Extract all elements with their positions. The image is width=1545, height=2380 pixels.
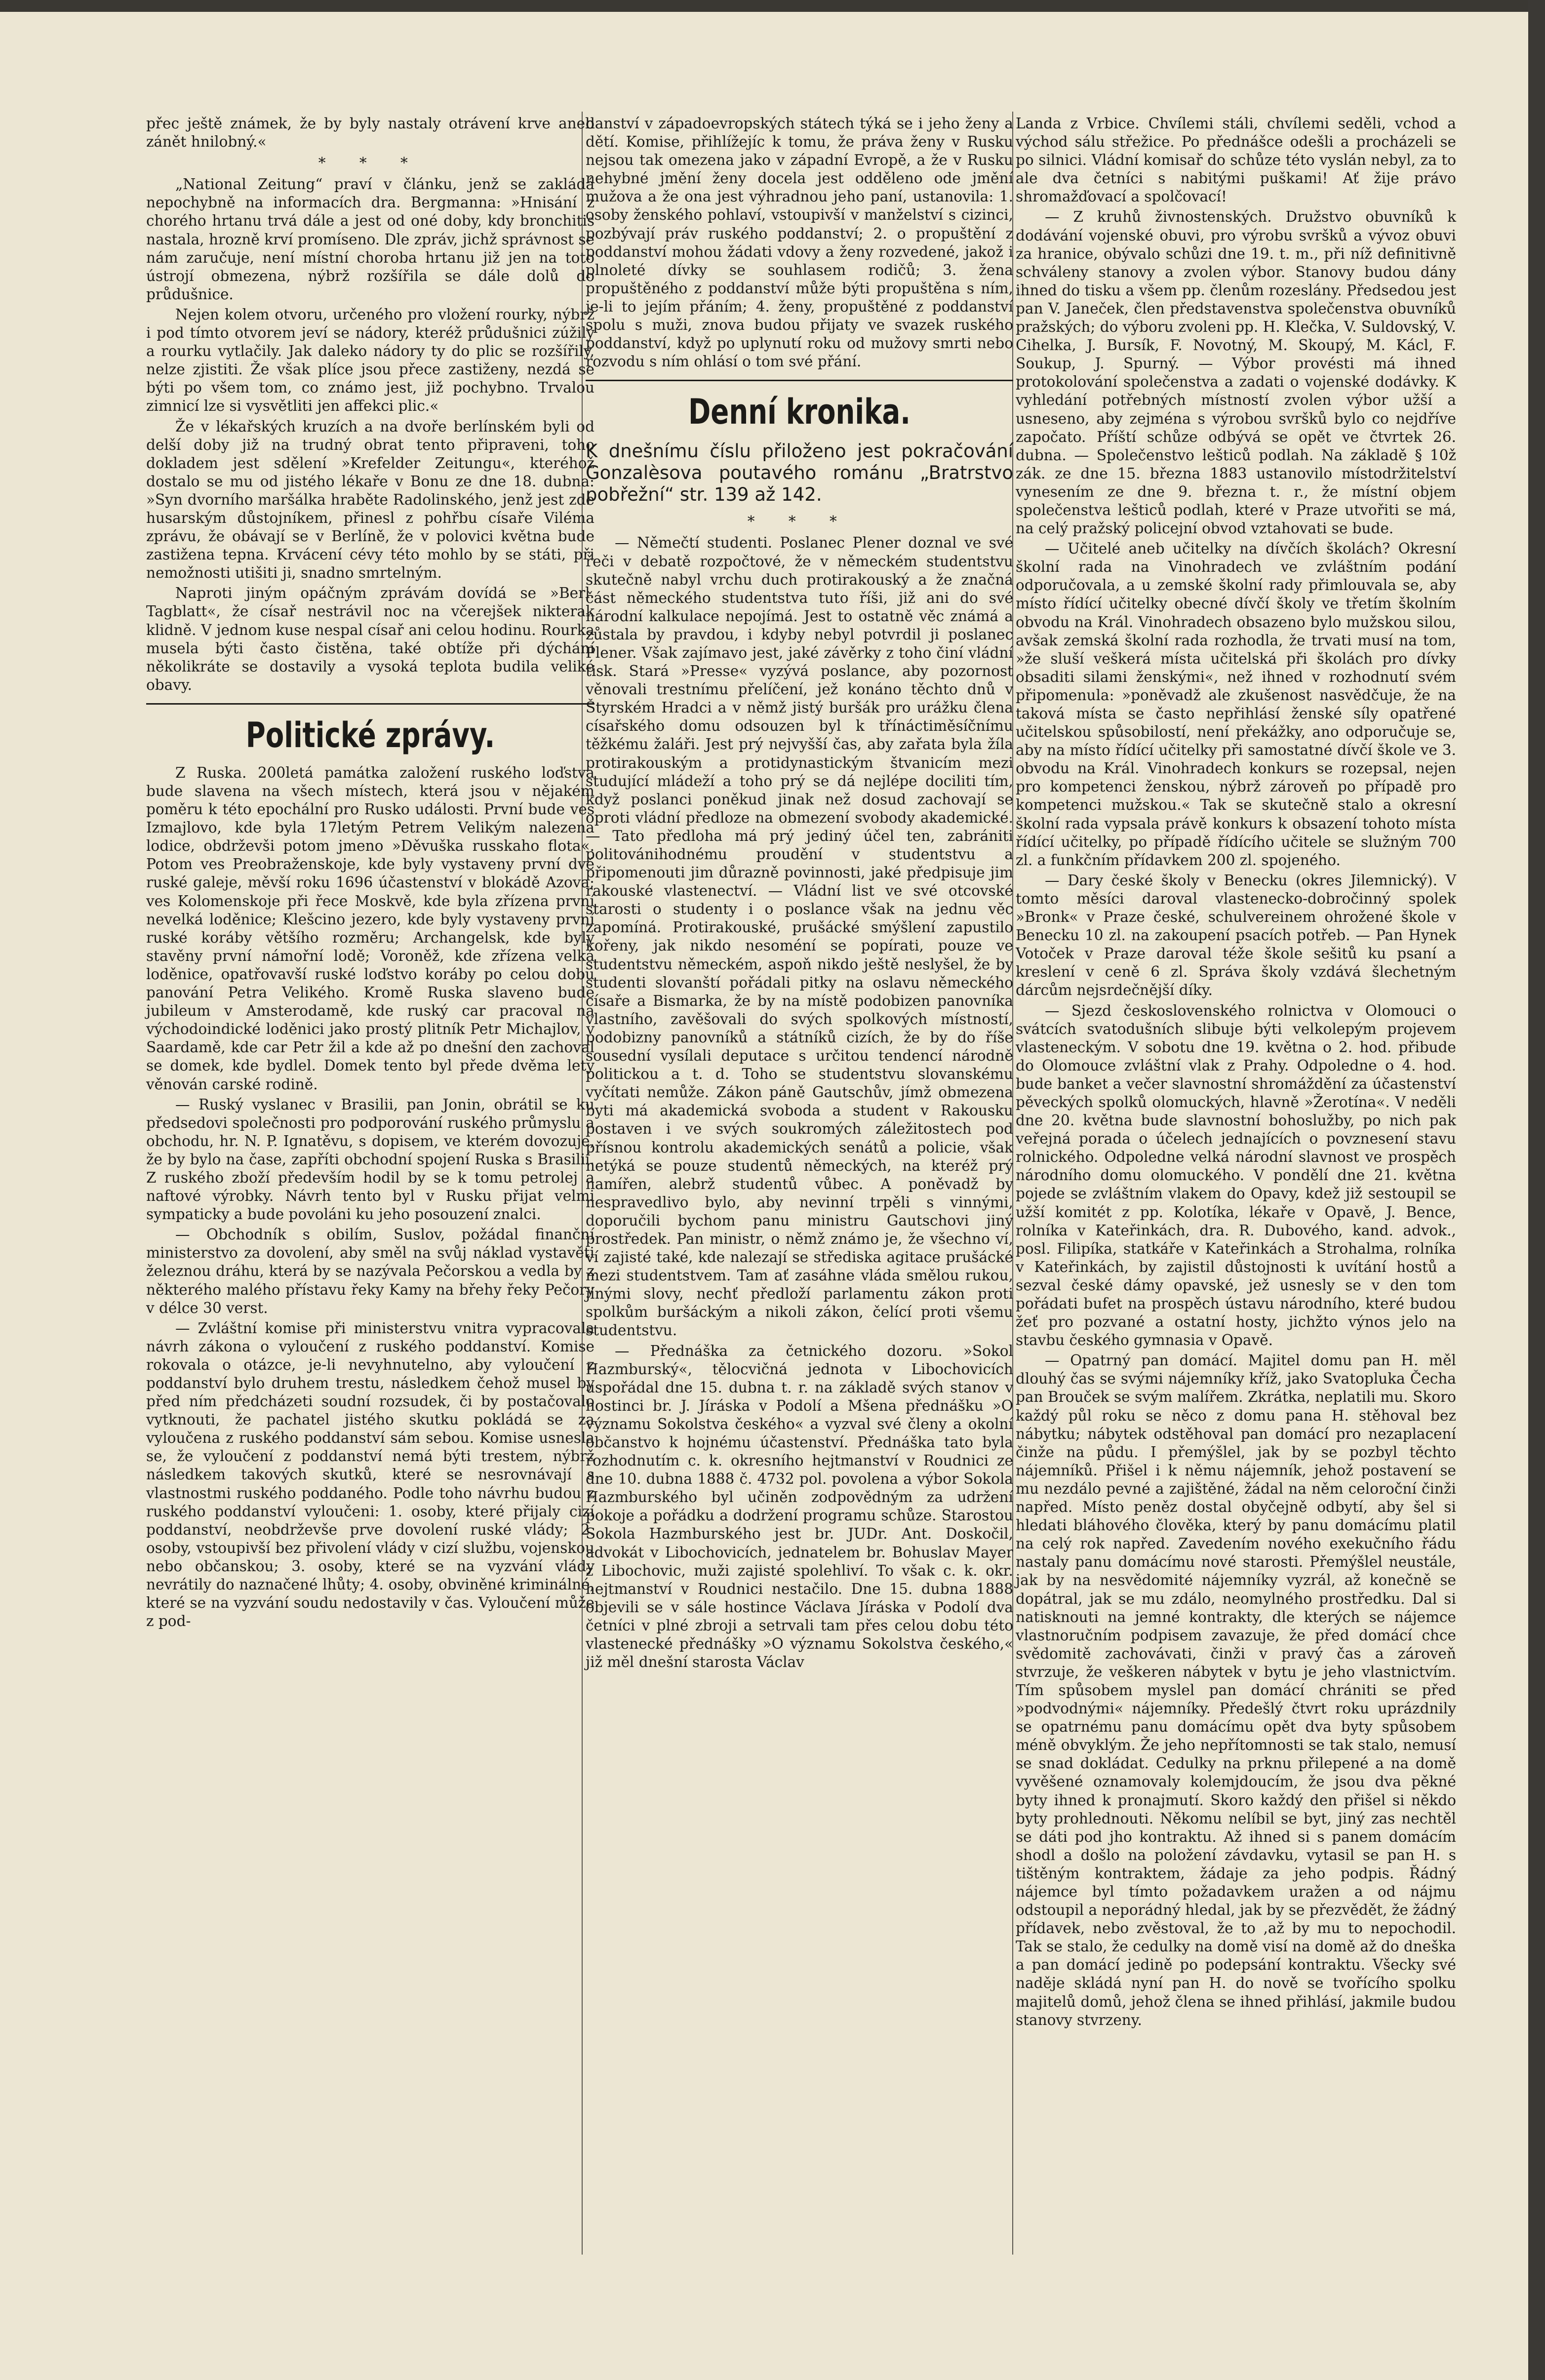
paragraph: — Z kruhů živnostenských. Družstvo obuvníků k dodávání vojenské obuvi, pro výrobu svršků a vývoz obuvi za hranice, obývalo schůzi dne 19. t. m., při níž definitivně schváleny stanovy a zvolen výbor. Stanovy budou dány ihned do tisku a všem pp. členům rozeslány. Předsedou jest pan V. Janeček, člen představenstva společenstva obuvníků pražských; do výboru zvoleni pp. H. Klečka, V. Suldovský, V. Cihelka, J. Bursík, F. Novotný, M. Skoupý, M. Kácl, F. Soukup, J. Spurný. — Výbor provésti má ihned protokolování společenstva a zadati o vojenské dodávky. K vyhledání potřebných místností zvolen výbor užší a usneseno, aby zejména s výrobou svršků bylo co nejdříve započato. Příští schůze odbývá se opět ve čtvrtek 26. dubna. — Společenstvo lešticů podlah. Na základě § 10ž zák. ze dne 15. března 1883 ustanovilo místodržitelství vynesením ze dne 9. března t. r., že místní objem společenstva lešticů podlah, které v Praze utvořiti se má, na celý pražský policejní obvod vztahovati se bude. — [1016, 208, 1456, 537]
paragraph: — Opatrný pan domácí. Majitel domu pan H. měl dlouhý čas se svými nájemníky kříž, jako Svatopluka Čecha pan Brouček se svým malířem. Zkrátka, neplatili mu. Skoro každý půl roku se něco z domu pana H. stěhoval bez nábytku; nábytek odstěhoval pan domácí pro nezaplacení činže na půdu. I přemýšlel, jak by se pozbyl těchto nájemníků. Přišel i k němu nájemník, jehož postavení se mu nezdálo pevné a zajištěné, žádal na něm celoroční činži napřed. Místo peněz dostal obyčejně odbytí, aby šel si hledati bláhového člověka, který by panu domácímu platil na celý rok napřed. Zavedením nového exekučního řádu nastaly panu domácímu nové starosti. Přemýšlel neustále, jak by na nesvědomité nájemníky vyzrál, až konečně se dopátral, jak se mu zdálo, neomylného prostředku. Dal si natisknouti na jemné kontrakty, dle kterých se nájemce vlastnoručním podpisem zavazuje, že před domácí chce svědomitě zachovávati, činži v pravý čas a zároveň stvrzuje, že veškeren nábytek v bytu je jeho vlastnictvím. Tím spůsobem myslel pan domácí chrániti se před »podvodnými« nájemníky. Předešlý čtvrt roku uprázdnily se opatrnému panu domácímu opět dva byty spůsobem méně obvyklým. Že jeho nepřítomnosti se tak stalo, nemusí se snad dokládat. Cedulky na prknu přilepené a na domě vyvěšené oznamovaly kolemjdoucím, že jsou dva pěkné byty ihned k pronajmutí. Skoro každý den přišel si někdo byty prohlednouti. Někomu nelíbil se byt, jiný zas nechtěl se dáti pod jho kontraktu. Až ihned si s panem domácím shodl a došlo na položení závdavku, vytasil se pan H. s tištěným kontraktem, žádaje za jeho podpis. Řádný nájemce byl tímto požadavkem uražen a od nájmu odstoupil a neporádný hledal, jak by se přezvědět, že žádný přídavek, nebo zvěstoval, že to ,až by mu to nepochodil. Tak se stalo, že cedulky na domě visí na domě až do dneška a pan domácí jedině po podepsání kontraktu. Všecky své naděje skládá nyní pan H. do nově se tvořícího spolku majitelů domů, jehož člena se ihned přihlásí, jakmile budou stanovy stvrzeny. — [1016, 1352, 1456, 2028]
supplement-notice: K dnešnímu číslu přiloženo jest pokračování Gonzalèsova poutavého románu „Bratrstvo pobřežní“ str. 139 až 142. — [586, 440, 1013, 506]
paragraph: Nejen kolem otvoru, určeného pro vložení rourky, nýbrž i pod tímto otvorem jeví se nádory, kteréž průdušnici zúžily a rourku vytlačily. Jak daleko nádory ty do plic se rozšířily, nelze zjistiti. Že však plíce jsou přece zastiženy, nezdá se býti po všem tom, co známo jest, již pochybno. Trvalou zimnicí lze si vysvětliti jen affekci plic.« — [146, 306, 594, 415]
scan-right-border — [1528, 0, 1545, 2380]
separator-asterisks: * * * — [318, 155, 423, 172]
section-heading: Politické zprávy. — [245, 714, 495, 755]
paragraph: — Obchodník s obilím, Suslov, požádal finanční ministerstvo za dovolení, aby směl na svůj náklad vystavěti železnou dráhu, která by se nazývala Pečorskou a vedla by z některého malého přístavu řeky Kamy na břehy řeky Pečory v délce 30 verst. — [146, 1226, 594, 1316]
paragraph: — Sjezd československého rolnictva v Olomouci o svátcích svatodušních slibuje býti velkolepým projevem vlasteneckým. V sobotu dne 19. května o 2. hod. přibude do Olomouce zvláštní vlak z Prahy. Odpoledne o 4. hod. bude banket a večer slavnostní shromáždění za účastenství pěveckých spolků olomuckých, hlavně »Žerotína«. V neděli dne 20. května bude slavnostní bohoslužby, po nich pak veřejná porada o účelech jednajících o povznesení stavu rolnického. Odpoledne velká národní slavnost ve prospěch národního domu olomuckého. V pondělí dne 21. května pojede se zvláštním vlakem do Opavy, kdež již sestoupil se užší komitét z pp. Kolotíka, lékaře v Opavě, J. Bence, rolníka v Kateřinkách, dra. R. Dubového, kand. advok., posl. Filipíka, statkáře v Kateřinkách a Strohalma, rolníka v Kateřinkách, by zajistil důstojnosti k uvítání hostů a sezval české dámy opavské, jež usnesly se v den tom pořádati bufet na prospěch ústavu národního, které budou žeť pro pozvané a ostatní hosty, jichžto výnos jelo na stavbu českého gymnasia v Opavě. — [1016, 1002, 1456, 1349]
paragraph: — Přednáška za četnického dozoru. »Sokol Hazmburský«, tělocvičná jednota v Libochovicích uspořádal dne 15. dubna t. r. na základě svých stanov v hostinci br. J. Jíráska v Podolí a Mšena přednášku »O významu Sokolstva českého« a vyzval své členy a okolní občanstvo k hojnému účastenství. Přednáška tato byla rozhodnutím c. k. okresního hejtmanství v Roudnici ze dne 10. dubna 1888 č. 4732 pol. povolena a výbor Sokola Hazmburského byl učiněn zodpovědným za udržení pokoje a pořádku a dodržení programu schůze. Starostou Sokola Hazmburského jest br. JUDr. Ant. Doskočil, advokát v Libochovicích, jednatelem br. Bohuslav Mayer z Libochovic, muži zajisté spolehliví. To však c. k. okr. hejtmanství v Roudnici nestačilo. Dne 15. dubna 1888 objevili se v sále hostince Václava Jíráska v Podolí dva četníci v plné zbroji a setrvali tam přes celou dobu této vlastenecké přednášky »O významu Sokolstva českého,« již měl dnešní starosta Václav — [586, 1342, 1013, 1671]
paragraph: — Ruský vyslanec v Brasilii, pan Jonin, obrátil se ku předsedovi společnosti pro podporování ruského průmyslu a obchodu, hr. N. P. Ignatěvu, s dopisem, ve kterém dovozuje, že by bylo na čase, zapříti obchodní spojení Ruska s Brasilií. Z ruského zboží především hodil by se k tomu petrolej a naftové výrobky. Návrh tento byl v Rusku přijat velmi sympaticky a bude povoláni ku jeho posouzení znalci. — [146, 1096, 594, 1223]
column-3 — [1016, 115, 1456, 2031]
paragraph: Že v lékařských kruzích a na dvoře berlínském byli od delší doby již na trudný obrat tento připraveni, toho dokladem jest sdělení »Krefelder Zeitungu«, kteréhož dostalo se mu od jistého lékaře v Bonu ze dne 18. dubna: »Syn dvorního maršálka hraběte Radolinského, jenž jest zde husarským důstojníkem, přinesl z pohřbu císaře Viléma zprávu, že obávají se v Berlíně, že v polovici května bude zastižena tepna. Krvácení cévy této mohlo by se státi, při nemožnosti utišiti ji, snadno smrtelným. — [146, 418, 594, 582]
paragraph: Naproti jiným opáčným zprávám dovídá se »Berl. Tagblatt«, že císař nestrávil noc na včerejšek nikterak klidně. V jednom kuse nespal císař ani celou hodinu. Rourka musela býti často čistěna, také obtíže při dýchání několikráte se dostavily a vysoká teplota budila veliké obavy. — [146, 585, 594, 693]
section-heading: Denní kronika. — [688, 392, 911, 433]
paragraph: přec ještě známek, že by byly nastaly otrávení krve aneb zánět hnilobný.« — [146, 115, 594, 151]
paragraph: Landa z Vrbice. Chvílemi stáli, chvílemi seděli, vchod a východ sálu střežice. Po přednášce odešli a procházeli se po silnici. Vládní komisař do schůze této vyslán nebyl, za to ale dva četníci s nabitými puškami! Ať žije právo shromažďovací a spolčovací! — [1016, 115, 1456, 205]
paragraph: danství v západoevropských státech týká se i jeho ženy a dětí. Komise, přihlížejíc k tomu, že práva ženy v Rusku nejsou tak omezena jako v západní Evropě, a že v Rusku nehybné jmění ženy docela jest odděleno ode jmění mužova a že ona jest výhradnou jeho paní, ustanovila: 1. osoby ženského pohlaví, vstoupivší v manželství s cizinci, pozbývají práv ruského poddanství; 2. o propuštění z poddanství mohou žádati vdovy a ženy rozvedené, jakož i plnoleté dívky se souhlasem rodičů; 3. žena propuštěného z poddanství může býti propuštěna s ním, je-li to jejím přáním; 4. ženy, propuštěné z poddanství spolu s muži, znova budou přijaty ve svazek ruského poddanství, když po uplynutí roku od mužovy smrti nebo rozvodu s ním ohlásí o tom své přání. — [586, 115, 1013, 370]
paragraph: — Zvláštní komise při ministerstvu vnitra vypracovala návrh zákona o vyloučení z ruského poddanství. Komise rokovala o otázce, je-li nevyhnutelno, aby vyloučení z poddanství bylo druhem trestu, následkem čehož musel by před ním předcházeti soudní rozsudek, či by postačovalo vytknouti, že pachatel jistého skutku pokládá se za vyloučena z ruského poddanství sám sebou. Komise usnesla se, že vyloučení z poddanství nemá býti trestem, nýbrž následkem takových skutků, které se nesrovnávají s vlastnostmi ruského poddaného. Podle toho návrhu budou z ruského poddanství vyloučeni: 1. osoby, které přijaly cizí poddanství, neobdrževše prve dovolení ruské vlády; 2. osoby, vstoupivší bez přivolení vlády v cizí službu, vojenskou nebo občanskou; 3. osoby, které se na vyzvání vlády nevrátily do naznačené lhůty; 4. osoby, obviněné kriminálné, které se na vyzvání soudu nedostavily v čas. Vyloučení může z pod- — [146, 1319, 594, 1630]
section-rule — [586, 380, 1013, 381]
paragraph: — Učitelé aneb učitelky na dívčích školách? Okresní školní rada na Vinohradech ve zvláštním podání odporučovala, a u zemské školní rady přimlouvala se, aby místo řídící učitelky obecné dívčí školy ve třetím školním obvodu na Král. Vinohradech obsazeno bylo mužskou silou, avšak zemská školní rada rozhodla, že trvati musí na tom, »že sluší veškerá místa učitelská při školách pro dívky obsaditi silami ženskými«, než ihned v rozhodnutí svém připomenula: »poněvadž ale zkušenost nasvědčuje, že na taková místa se často nepřihlásí ženské síly opatřené učitelskou spůsobilostí, není překážky, ano odporučuje se, aby na místo řídící učitelky při samostatné dívčí škole ve 3. obvodu na Král. Vinohradech konkurs se rozepsal, nejen pro kompetenci ženskou, nýbrž zároveň po případě pro kompetenci mužskou.« Tak se skutečně stalo a okresní školní rada vypsala právě konkurs k obsazení tohoto místa řídící učitelky, po případě řídícího učitele se služným 700 zl. a funkčním přídavkem 200 zl. spojeného. — [1016, 540, 1456, 869]
section-rule — [146, 703, 594, 705]
paragraph: — Dary české školy v Benecku (okres Jilemnický). V tomto měsíci daroval vlastenecko-dobročinný spolek »Bronk« v Praze české, schulvereinem ohrožené škole v Benecku 10 zl. na zakoupení psacích potřeb. — Pan Hynek Votoček v Praze daroval téže škole sešitů ku psaní a kreslení v ceně 6 zl. Správa školy vzdává šlechetným dárcům nejsrdečnější díky. — [1016, 872, 1456, 999]
paragraph: „National Zeitung“ praví v článku, jenž se zakládá nepochybně na informacích dra. Bergmanna: »Hnisání z chorého hrtanu trvá dále a jest od oné doby, kdy bronchitis nastala, hrozně krví promíseno. Dle zpráv, jichž správnost se nám zaručuje, není místní choroba hrtanu již jen na toto ústrojí obmezena, nýbrž rozšířila se dále dolů do průdušnice. — [146, 176, 594, 303]
paragraph: — Němečtí studenti. Poslanec Plener doznal ve své řeči v debatě rozpočtové, že v německém studentstvu skutečně nabyl vrchu duch protirakouský a že značná část německého studentstva tuto říši, již ani do své národní kalkulace nepojímá. Jest to ostatně věc známá a zůstala by pravdou, i kdyby nebyl potvrdil ji poslanec Plener. Však zajímavo jest, jaké závěrky z toho činí vládní tisk. Stará »Presse« vyzývá poslance, aby pozornost věnovali trestnímu přelíčení, jež konáno těchto dnů v Štyrském Hradci a v němž jistý buršák pro urážku člena císařského domu odsouzen byl k třínáctiměsíčnímu těžkému žaláři. Jest prý nejvyšší čas, aby zařata byla žíla protirakouským a protidynastickým štvanicím mezi studující mládeží a toho prý se dá nejlépe dociliti tím, když poslanci poněkud jinak než dosud zachovají se oproti vládní předloze na obmezení svobody akademické. — Tato předloha má prý jediný účel ten, zabrániti politovánihodnému proudění v studentstvu a připomenouti jim důrazně povinnosti, jaké předpisuje jim rakouské vlastenectví. — Vládní list ve své otcovské starosti o studenty i o poslance však na jednu věc zapomíná. Protirakouské, prušácké smýšlení zapustilo kořeny, jak nikdo nesoméní se popírati, pouze ve studentstvu německém, aspoň nikdo ještě neslyšel, že by studenti slovanští pořádali pitky na oslavu německého císaře a Bismarka, že by na místě podobizen panovníka vlastního, zavěšovali do svých spolkových místností, podobizny panovníků a státníků cizích, že by do říše sousední vysílali deputace s určitou tendencí národně politickou a t. d. Toho se studentstvu slovanskému vyčítati nemůže. Zákon páně Gautschův, jímž obmezena byti má akademická svoboda a student v Rakousku postaven i ve svých soukromých záležitostech pod přísnou kontrolu akademických senátů a policie, však netýká se pouze studentů německých, na kteréž prý namířen, alebrž studentů vůbec. A poněvadž by nespravedlivo bylo, aby nevinní trpěli s vinnými, doporučili bychom panu ministru Gautschovi jiný prostředek. Pan ministr, o němž známo je, že všechno ví, ví zajisté také, kde nalezají se střediska agitace prušácké mezi studentstvem. Tam ať zasáhne vláda smělou rukou, jinými slovy, nechť předloží parlamentu zákon proti spolkům buršáckým a nikoli zákon, čelící proti všemu studentstvu. — [586, 534, 1013, 1339]
separator-asterisks: * * * — [747, 513, 852, 530]
paragraph: Z Ruska. 200letá památka založení ruského loďstva bude slavena na všech místech, která jsou v nějakém poměru k této epochální pro Rusko události. První bude ves Izmajlovo, kde byla 17letým Petrem Velikým nalezena lodice, obdrževši potom jmeno »Děvuška russkaho flota«. Potom ves Preobraženskoje, kde byly vystaveny první dvě ruské galeje, měvší roku 1696 účastenství v blokádě Azova; ves Kolomenskoje při řece Moskvě, kde byla zřízena první nevelká loděnice; Klešcino jezero, kde byly vystaveny první ruské koráby většího rozměru; Archangelsk, kde byly stavěny první námořní lodě; Voroněž, kde zřízena velká loděnice, opatřovavší ruské loďstvo koráby po celou dobu panování Petra Velikého. Kromě Ruska slaveno bude jubileum v Amsterodamě, kde ruský car pracoval na východoindické loděnici jako prostý plitník Petr Michajlov, v Saardamě, kde car Petr žil a kde až po dnešní den zachoval se domek, kde bydlel. Domek tento byl přede dvěma lety věnován carské rodině. — [146, 764, 594, 1093]
column-2 — [586, 115, 1013, 1673]
scan-top-border — [0, 0, 1545, 12]
column-1 — [146, 115, 594, 1632]
